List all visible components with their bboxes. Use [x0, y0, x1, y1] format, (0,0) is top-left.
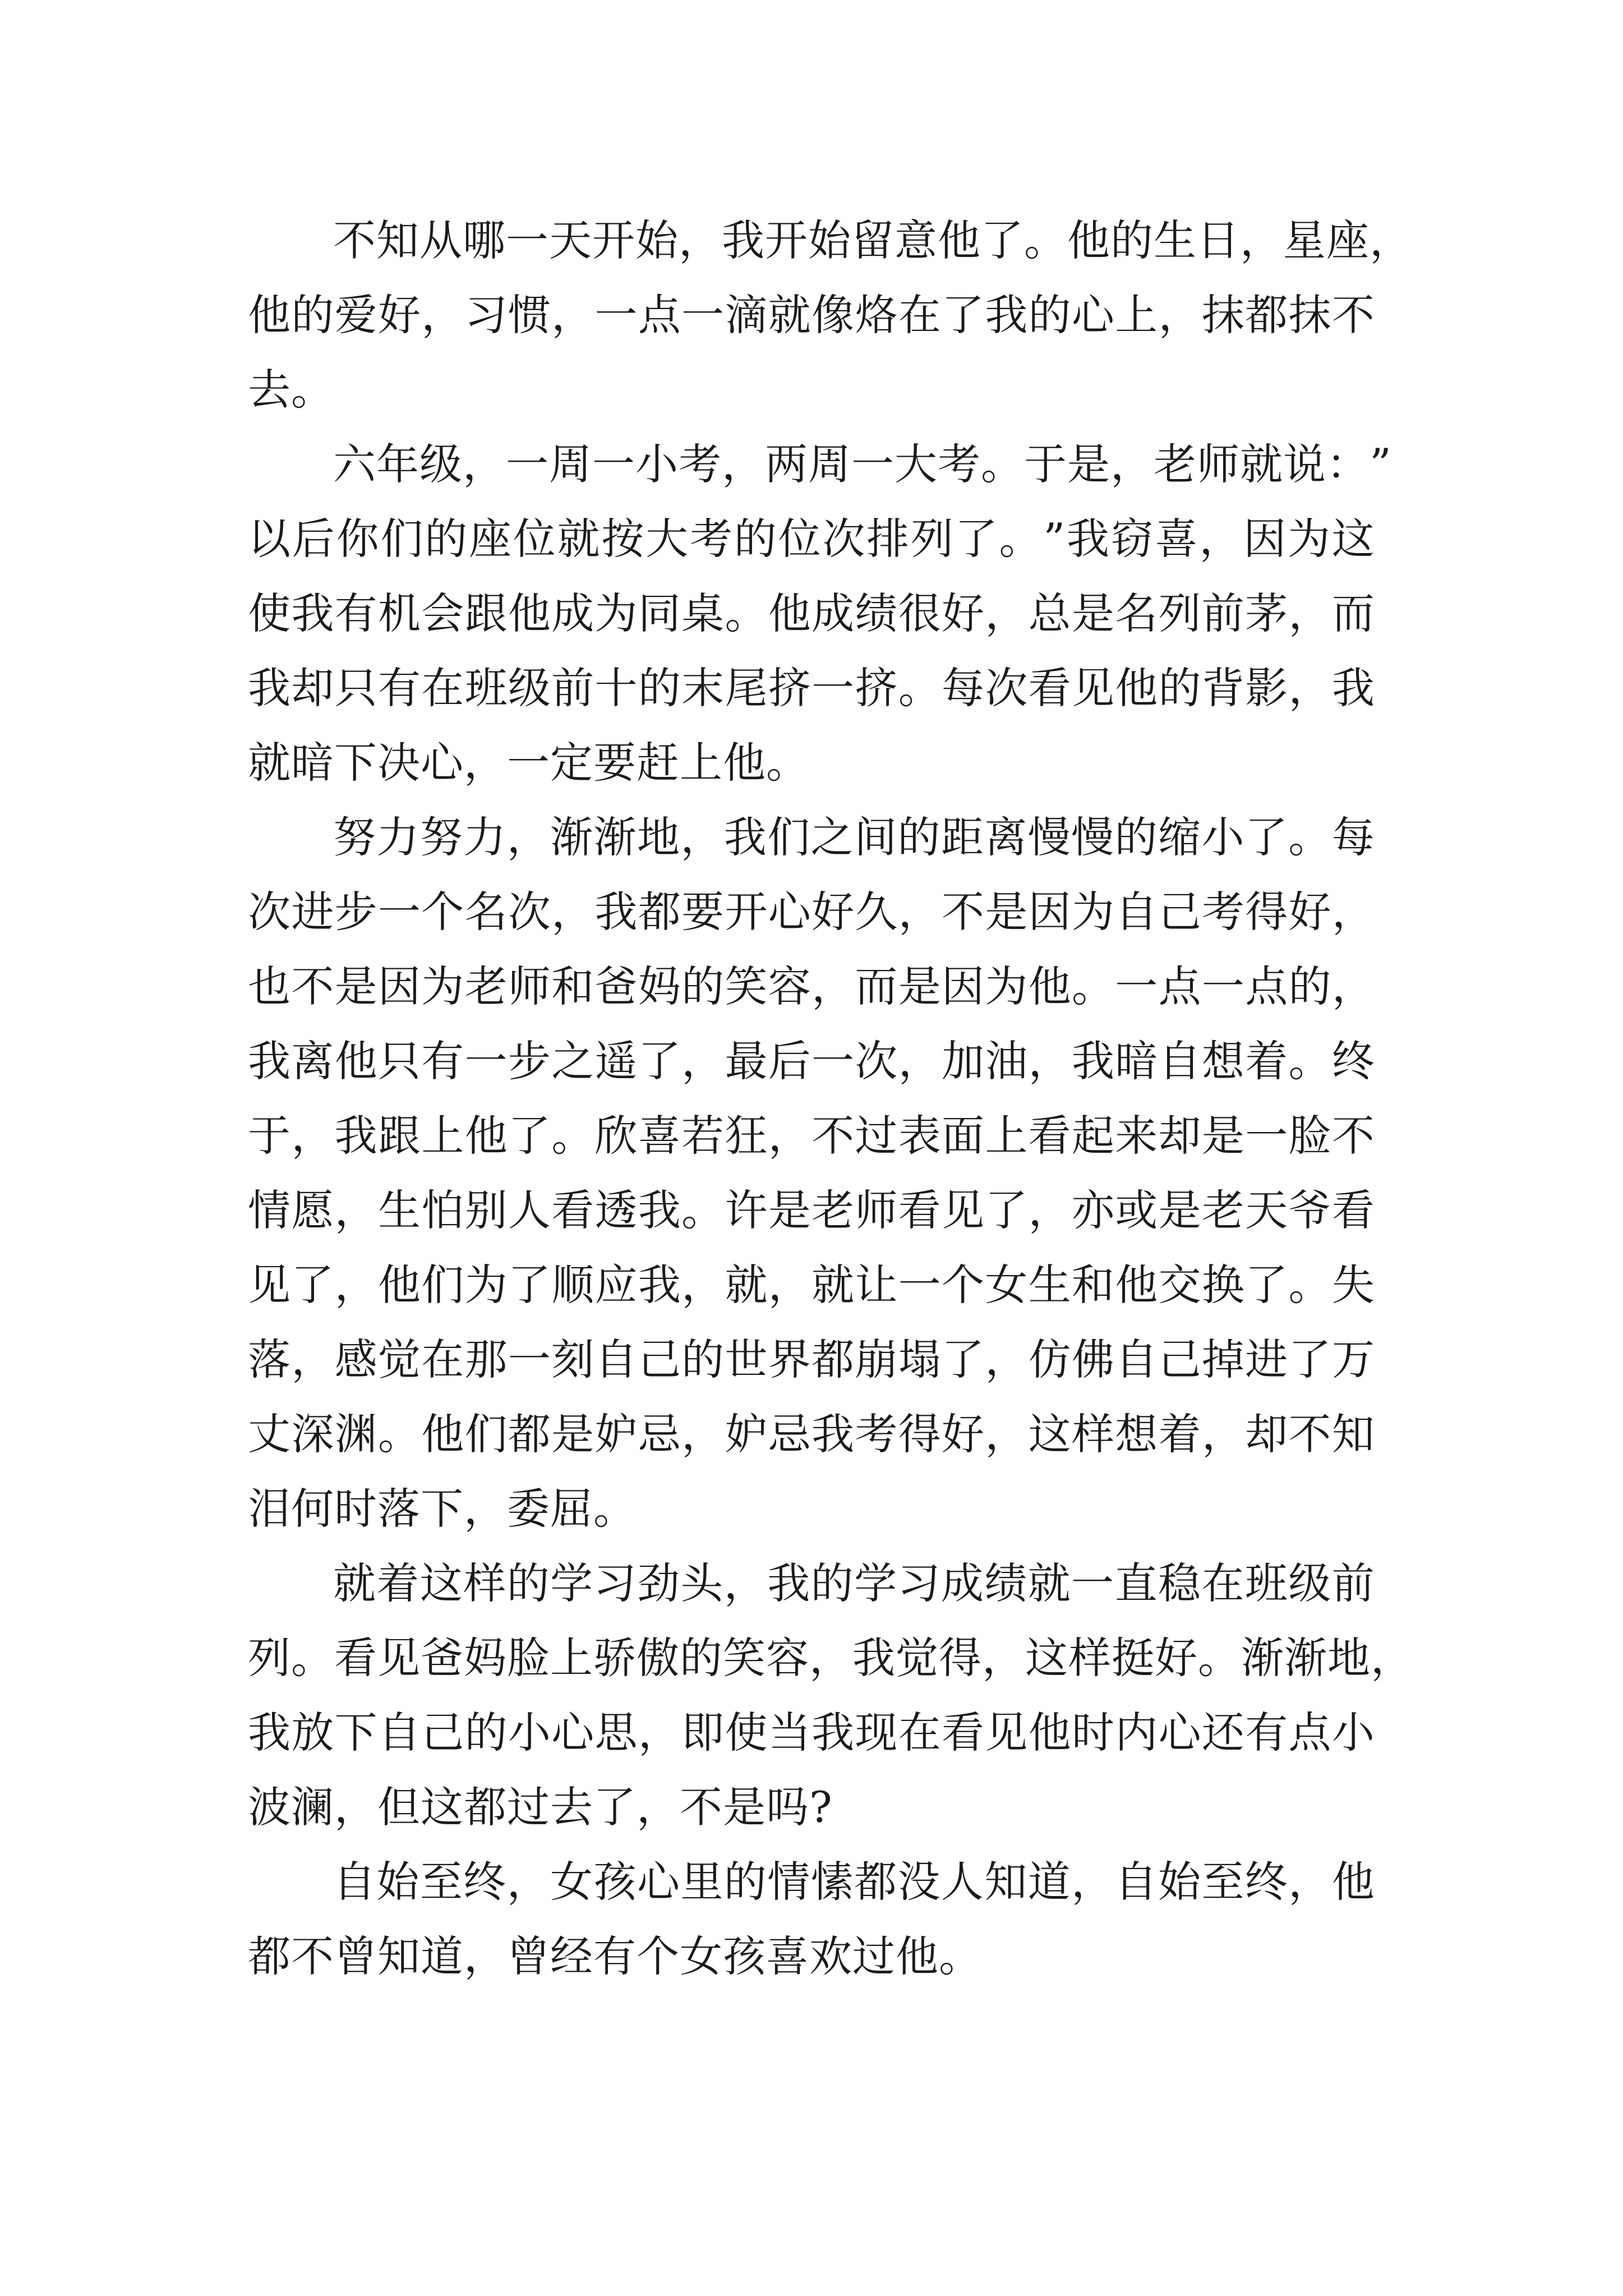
text-line: 列 。 看 见 爸 妈 脸 上 骄 傲 的 笑 容 ， 我 觉 得 ， 这 样 挺 好 。 渐 渐 地 ，	[248, 1633, 1414, 1683]
text-line: 都不曾知道，曾经有个女孩喜欢过他。	[248, 1931, 982, 1981]
document-body	[248, 203, 1414, 1994]
text-line: 情 愿 ， 生 怕 别 人 看 透 我 。 许 是 老 师 看 见 了 ， 亦 或 是 老 天 爷 看	[248, 1185, 1375, 1235]
text-line: 不 知 从 哪 一 天 开 始 ， 我 开 始 留 意 他 了 。 他 的 生 日 ， 星 座 ，	[333, 215, 1413, 265]
text-line: 就暗下决心，一定要赶上他。	[248, 738, 809, 788]
text-line: 他 的 爱 好 ， 习 惯 ， 一 点 一 滴 就 像 烙 在 了 我 的 心 上 ， 抹 都 抹 不	[248, 290, 1375, 340]
text-line: 去。	[248, 365, 334, 415]
text-line: 我 却 只 有 在 班 级 前 十 的 末 尾 挤 一 挤 。 每 次 看 见 他 的 背 影 ， 我	[248, 663, 1375, 713]
paragraph	[248, 203, 1413, 427]
text-line: 努 力 努 力 ， 渐 渐 地 ， 我 们 之 间 的 距 离 慢 慢 的 缩 小 了 。 每	[333, 812, 1375, 862]
text-line: 六 年 级 ， 一 周 一 小 考 ， 两 周 一 大 考 。 于 是 ， 老 师 就 说 ： ”	[333, 439, 1392, 489]
text-line: 我 放 下 自 己 的 小 心 思 ， 即 使 当 我 现 在 看 见 他 时 内 心 还 有 点 小	[248, 1708, 1375, 1757]
text-line: 也 不 是 因 为 老 师 和 爸 妈 的 笑 容 ， 而 是 因 为 他 。 一 点 一 点 的 ，	[248, 961, 1375, 1011]
paragraph	[248, 1844, 1375, 1994]
text-line: 丈 深 渊 。 他 们 都 是 妒 忌 ， 妒 忌 我 考 得 好 ， 这 样 想 着 ， 却 不 知	[248, 1409, 1375, 1459]
text-line: 波澜，但这都过去了，不是吗?	[248, 1782, 833, 1832]
text-line: 泪何时落下，委屈。	[248, 1484, 637, 1534]
paragraph	[248, 800, 1375, 1546]
text-line: 见 了 ， 他 们 为 了 顺 应 我 ， 就 ， 就 让 一 个 女 生 和 他 交 换 了 。 失	[248, 1260, 1375, 1310]
paragraph	[248, 1546, 1414, 1844]
text-line: 自 始 至 终 ， 女 孩 心 里 的 情 愫 都 没 人 知 道 ， 自 始 至 终 ， 他	[333, 1857, 1375, 1907]
text-line: 我 离 他 只 有 一 步 之 遥 了 ， 最 后 一 次 ， 加 油 ， 我 暗 自 想 着 。 终	[248, 1036, 1375, 1086]
text-line: 落 ， 感 觉 在 那 一 刻 自 己 的 世 界 都 崩 塌 了 ， 仿 佛 自 己 掉 进 了 万	[248, 1335, 1375, 1384]
text-line: 于 ， 我 跟 上 他 了 。 欣 喜 若 狂 ， 不 过 表 面 上 看 起 来 却 是 一 脸 不	[248, 1111, 1375, 1161]
text-line: 次 进 步 一 个 名 次 ， 我 都 要 开 心 好 久 ， 不 是 因 为 自 己 考 得 好 ，	[248, 887, 1375, 937]
text-line: 就 着 这 样 的 学 习 劲 头 ， 我 的 学 习 成 绩 就 一 直 稳 在 班 级 前	[333, 1558, 1375, 1608]
text-line: 使 我 有 机 会 跟 他 成 为 同 桌 。 他 成 绩 很 好 ， 总 是 名 列 前 茅 ， 而	[248, 588, 1375, 638]
text-line: 以 后 你 们 的 座 位 就 按 大 考 的 位 次 排 列 了 。 ” 我 窃 喜 ， 因 为 这	[248, 514, 1375, 564]
paragraph	[248, 427, 1392, 800]
